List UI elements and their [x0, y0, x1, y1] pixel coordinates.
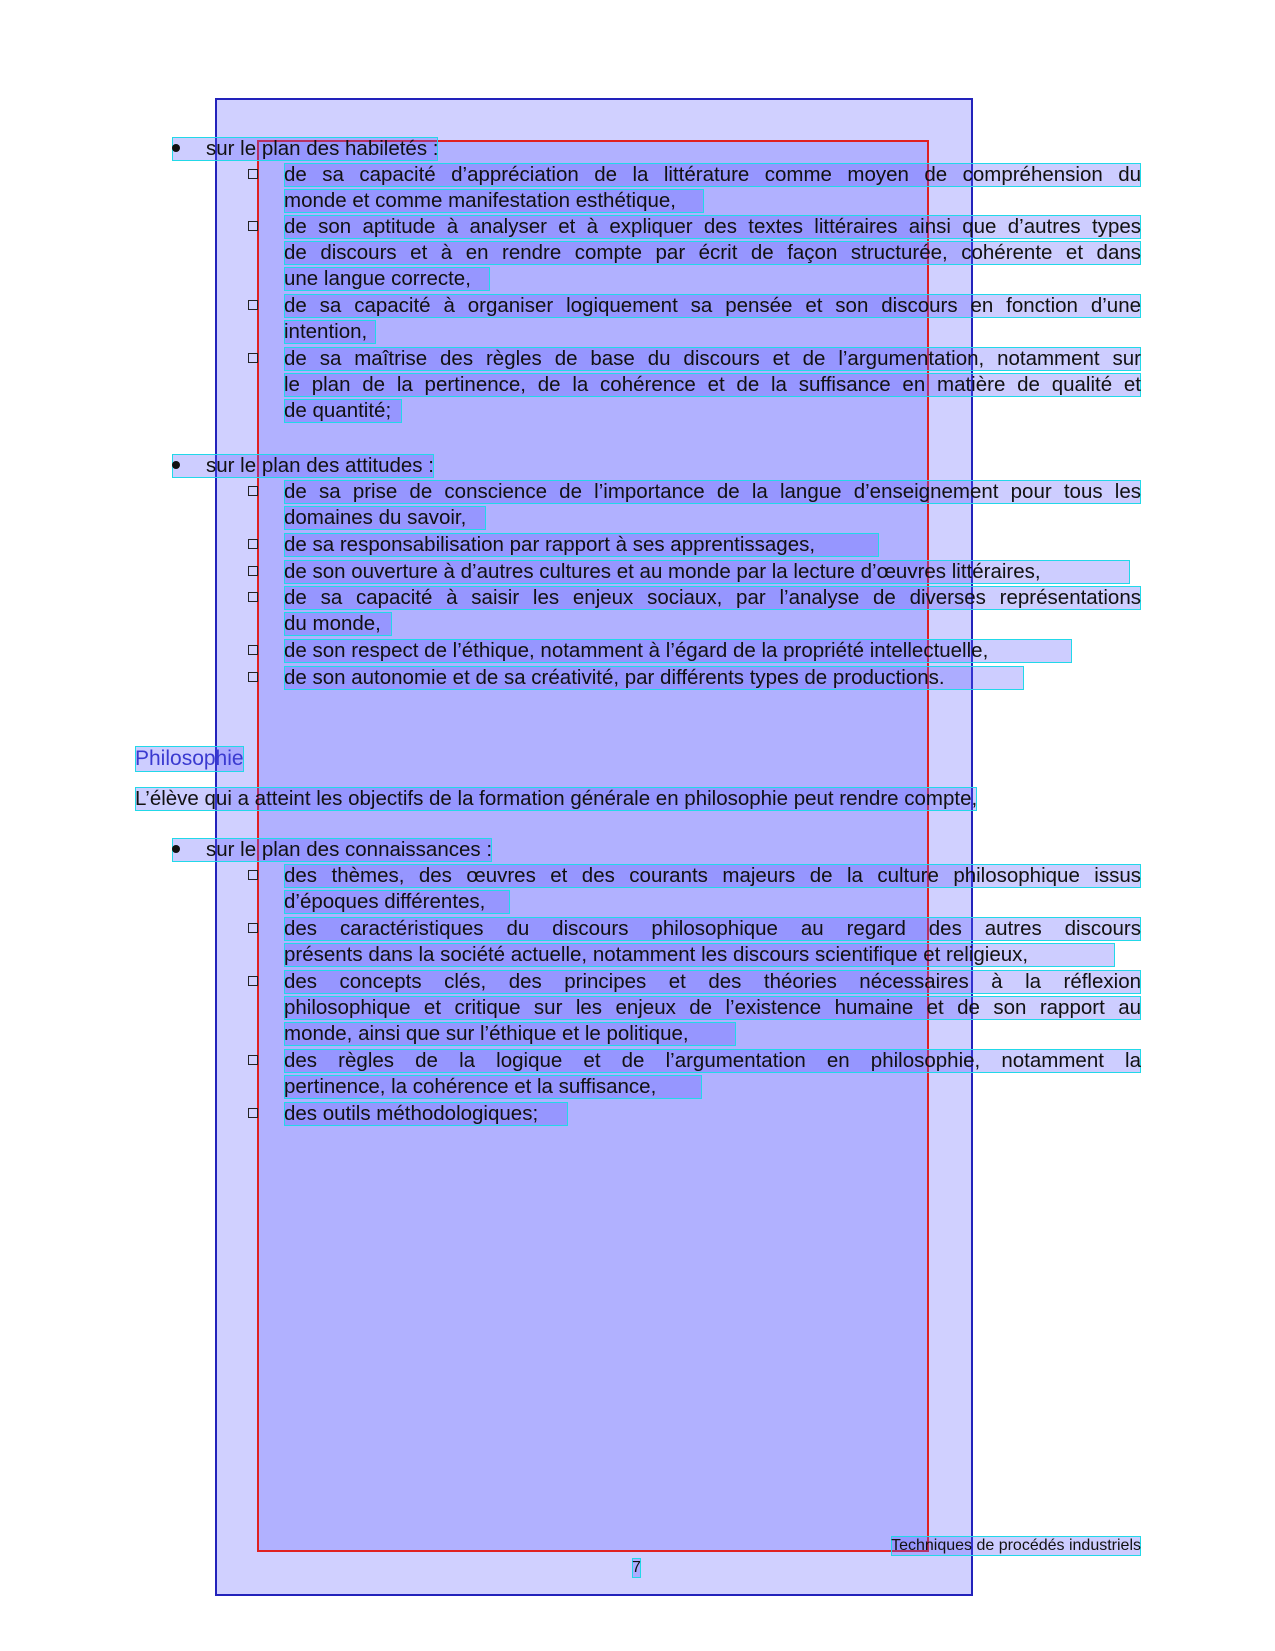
- list-item-line: philosophique et critique sur les enjeux de l’existence humaine et de son rapport au: [284, 996, 1141, 1019]
- list-item-line: de son autonomie et de sa créativité, par différents types de productions.: [284, 666, 1024, 690]
- page-number: 7: [632, 1559, 641, 1576]
- square-bullet-icon: [248, 221, 258, 231]
- square-bullet-icon: [248, 592, 258, 602]
- list-item-line: présents dans la société actuelle, notamment les discours scientifique et religieux,: [284, 943, 1115, 967]
- list-item-line: de son respect de l’éthique, notamment à l’égard de la propriété intellectuelle,: [284, 639, 1072, 663]
- square-bullet-icon: [248, 300, 258, 310]
- list-item-line: de sa capacité à organiser logiquement sa pensée et son discours en fonction d’une: [284, 294, 1141, 317]
- list-item-line: du monde,: [284, 612, 392, 636]
- list-item-line: de sa responsabilisation par rapport à ses apprentissages,: [284, 533, 879, 557]
- square-bullet-icon: [248, 645, 258, 655]
- bullet-dot-icon: [172, 144, 180, 152]
- list-item-line: de discours et à en rendre compte par écrit de façon structurée, cohérente et dans: [284, 241, 1141, 264]
- square-bullet-icon: [248, 1108, 258, 1118]
- list-item-line: monde et comme manifestation esthétique,: [284, 189, 704, 213]
- list-item-line: de sa maîtrise des règles de base du discours et de l’argumentation, notamment sur: [284, 347, 1141, 370]
- intro-paragraph: L’élève qui a atteint les objectifs de la formation générale en philosophie peut rendre compte,: [135, 787, 978, 810]
- list-item-line: des concepts clés, des principes et des théories nécessaires à la réflexion: [284, 970, 1141, 993]
- bullet-dot-icon: [172, 461, 180, 469]
- list-item-line: pertinence, la cohérence et la suffisance,: [284, 1075, 702, 1099]
- list-item-line: de quantité;: [284, 399, 402, 423]
- square-bullet-icon: [248, 870, 258, 880]
- list-item-line: des thèmes, des œuvres et des courants majeurs de la culture philosophique issus: [284, 864, 1141, 887]
- list-item-line: de sa capacité d’appréciation de la littérature comme moyen de compréhension du: [284, 163, 1141, 186]
- list-item-line: de son aptitude à analyser et à expliquer des textes littéraires ainsi que d’autres types: [284, 215, 1141, 238]
- square-bullet-icon: [248, 1055, 258, 1065]
- square-bullet-icon: [248, 539, 258, 549]
- list-item-line: de sa capacité à saisir les enjeux sociaux, par l’analyse de diverses représentations: [284, 586, 1141, 609]
- list-item-line: intention,: [284, 320, 376, 344]
- bullet-habiletes: sur le plan des habiletés :: [172, 137, 438, 161]
- section-title-philosophie: Philosophie: [135, 747, 244, 770]
- list-item-line: d’époques différentes,: [284, 890, 510, 914]
- square-bullet-icon: [248, 566, 258, 576]
- bullet-attitudes: sur le plan des attitudes :: [172, 454, 434, 478]
- bullet-dot-icon: [172, 845, 180, 853]
- square-bullet-icon: [248, 486, 258, 496]
- list-item-line: des outils méthodologiques;: [284, 1102, 568, 1126]
- list-item-line: une langue correcte,: [284, 267, 490, 291]
- square-bullet-icon: [248, 672, 258, 682]
- square-bullet-icon: [248, 353, 258, 363]
- bullet-connaissances: sur le plan des connaissances :: [172, 838, 492, 862]
- list-item-line: des règles de la logique et de l’argumentation en philosophie, notamment la: [284, 1049, 1141, 1072]
- square-bullet-icon: [248, 169, 258, 179]
- square-bullet-icon: [248, 923, 258, 933]
- list-item-line: de sa prise de conscience de l’importance de la langue d’enseignement pour tous les: [284, 480, 1141, 503]
- footer-program-title: Techniques de procédés industriels: [891, 1537, 1141, 1554]
- list-item-line: le plan de la pertinence, de la cohérence et de la suffisance en matière de qualité et: [284, 373, 1141, 396]
- square-bullet-icon: [248, 976, 258, 986]
- list-item-line: monde, ainsi que sur l’éthique et le politique,: [284, 1022, 736, 1046]
- list-item-line: domaines du savoir,: [284, 506, 486, 530]
- list-item-line: des caractéristiques du discours philosophique au regard des autres discours: [284, 917, 1141, 940]
- list-item-line: de son ouverture à d’autres cultures et au monde par la lecture d’œuvres littéraires,: [284, 560, 1130, 584]
